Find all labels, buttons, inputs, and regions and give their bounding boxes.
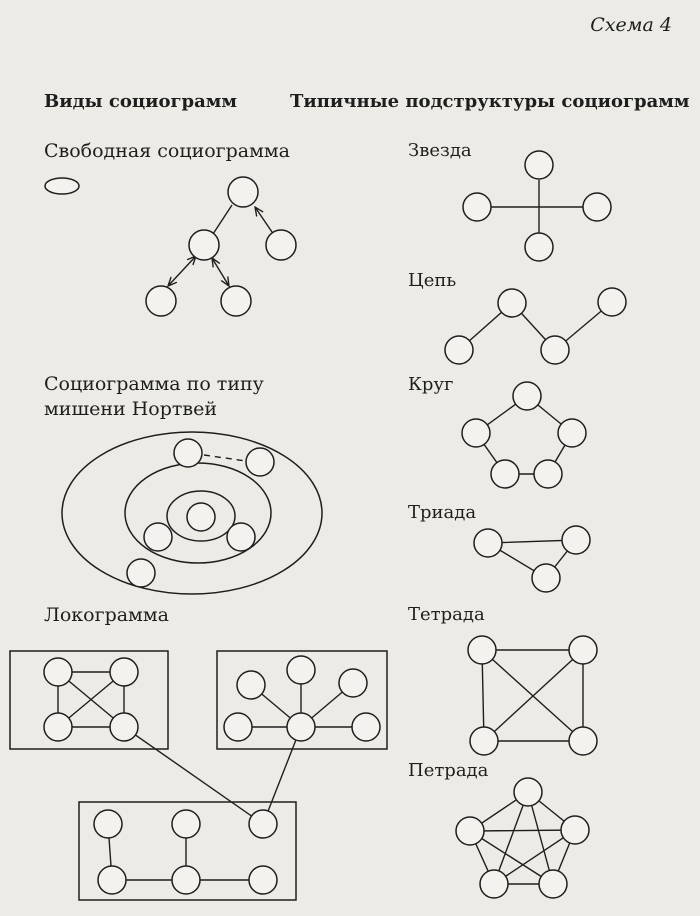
member-node (534, 460, 562, 488)
label-star: Звезда (408, 140, 472, 161)
member-node (569, 727, 597, 755)
member-node (44, 713, 72, 741)
member-node (339, 669, 367, 697)
label-free-sociogram: Свободная социограмма (44, 140, 290, 162)
member-node (470, 727, 498, 755)
member-node (127, 559, 155, 587)
label-chain: Цепь (408, 270, 457, 291)
member-node (561, 816, 589, 844)
edge (213, 205, 232, 234)
member-node (287, 656, 315, 684)
member-node (569, 636, 597, 664)
header-substructures: Типичные подструктуры социограмм (290, 91, 690, 112)
member-node (514, 778, 542, 806)
member-node (189, 230, 219, 260)
member-node (558, 419, 586, 447)
mutual-arrow-edge (168, 256, 196, 286)
member-node (532, 564, 560, 592)
label-locogram: Локограмма (44, 604, 169, 626)
member-node (287, 713, 315, 741)
member-node (98, 866, 126, 894)
free-sociogram-diagram (45, 177, 296, 316)
member-node (539, 870, 567, 898)
member-node (172, 866, 200, 894)
member-node (227, 523, 255, 551)
tetrad-diagram (468, 636, 597, 755)
member-node (445, 336, 473, 364)
triad-diagram (474, 526, 590, 592)
member-node (249, 866, 277, 894)
locogram-diagram (10, 651, 387, 900)
mutual-arrow-edge (212, 258, 229, 286)
member-node (266, 230, 296, 260)
circle-diagram (462, 382, 586, 488)
dashed-edge (204, 455, 246, 461)
member-node (228, 177, 258, 207)
member-node (480, 870, 508, 898)
pentad-diagram (456, 778, 589, 898)
member-node (249, 810, 277, 838)
member-node (583, 193, 611, 221)
member-node (513, 382, 541, 410)
member-node (462, 419, 490, 447)
label-triad: Триада (408, 502, 477, 523)
member-node (246, 448, 274, 476)
header-types: Виды социограмм (44, 91, 238, 112)
central-node (187, 503, 215, 531)
member-node (598, 288, 626, 316)
label-target-line2: мишени Нортвей (44, 398, 218, 420)
member-node (146, 286, 176, 316)
member-node (463, 193, 491, 221)
star-diagram (463, 151, 611, 261)
member-node (224, 713, 252, 741)
chain-diagram (445, 288, 626, 364)
member-node (144, 523, 172, 551)
member-node (94, 810, 122, 838)
member-node (541, 336, 569, 364)
member-node (468, 636, 496, 664)
member-node (352, 713, 380, 741)
member-node (498, 289, 526, 317)
isolated-member-node (45, 178, 79, 194)
member-node (221, 286, 251, 316)
member-node (44, 658, 72, 686)
member-node (237, 671, 265, 699)
target-sociogram-diagram (62, 432, 322, 594)
member-node (110, 713, 138, 741)
arrow-edge (255, 207, 272, 232)
member-node (525, 233, 553, 261)
inter-group-edge (124, 727, 263, 824)
label-pentad: Петрада (408, 760, 489, 781)
label-target-line1: Социограмма по типу (44, 373, 264, 395)
member-node (174, 439, 202, 467)
label-tetrad: Тетрада (408, 604, 485, 625)
group-box (10, 651, 168, 749)
member-node (474, 529, 502, 557)
member-node (456, 817, 484, 845)
label-circle: Круг (408, 374, 454, 395)
member-node (562, 526, 590, 554)
member-node (172, 810, 200, 838)
scheme-label: Схема 4 (590, 14, 672, 36)
member-node (110, 658, 138, 686)
member-node (491, 460, 519, 488)
member-node (525, 151, 553, 179)
